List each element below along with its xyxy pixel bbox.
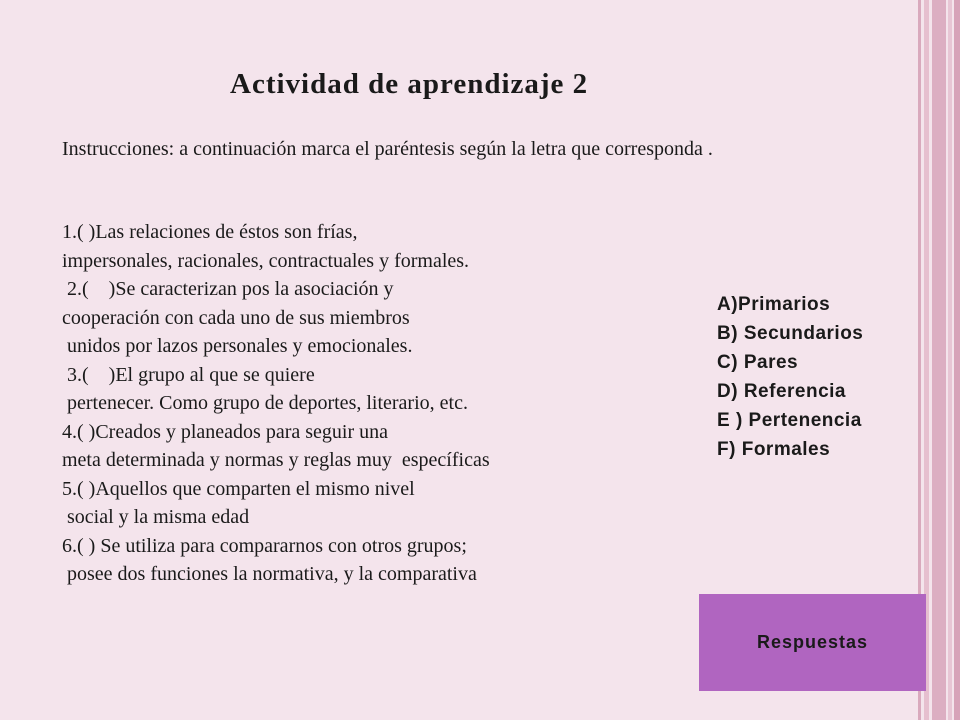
option-item: C) Pares (717, 352, 799, 373)
instructions-text: Instrucciones: a continuación marca el paréntesis según la letra que corresponda . (62, 138, 713, 160)
answers-button[interactable] (699, 594, 926, 691)
question-line: posee dos funciones la normativa, y la comparativa (62, 563, 477, 585)
question-line: 3.( )El grupo al que se quiere (62, 363, 315, 386)
option-item: F) Formales (717, 439, 831, 460)
question-line: pertenecer. Como grupo de deportes, literario, etc. (62, 392, 468, 414)
question-line: unidos por lazos personales y emocionales. (62, 335, 413, 357)
question-line: 4.( )Creados y planeados para seguir una (62, 420, 388, 443)
option-item: B) Secundarios (717, 323, 864, 344)
answer-options (717, 290, 863, 464)
slide-title: Actividad de aprendizaje 2 (230, 68, 589, 100)
border-stripe (932, 0, 946, 720)
question-line: 2.( )Se caracterizan pos la asociación y (62, 278, 394, 300)
question-line: 6.( ) Se utiliza para compararnos con otros grupos; (62, 534, 467, 557)
option-item: A)Primarios (717, 294, 831, 315)
question-line: 5.( )Aquellos que comparten el mismo nivel (62, 477, 415, 500)
question-line: cooperación con cada uno de sus miembros (62, 306, 410, 329)
question-line: 1.( )Las relaciones de éstos son frías, (62, 221, 358, 243)
question-line: impersonales, racionales, contractuales y formales. (62, 249, 470, 272)
option-item: E ) Pertenencia (717, 410, 862, 431)
border-stripe (948, 0, 952, 720)
border-stripe (954, 0, 960, 720)
question-line: meta determinada y normas y reglas muy específicas (62, 449, 490, 471)
option-item: D) Referencia (717, 381, 846, 402)
question-line: social y la misma edad (62, 506, 250, 528)
answers-button-label: Respuestas (756, 632, 869, 652)
question-list (62, 218, 702, 589)
